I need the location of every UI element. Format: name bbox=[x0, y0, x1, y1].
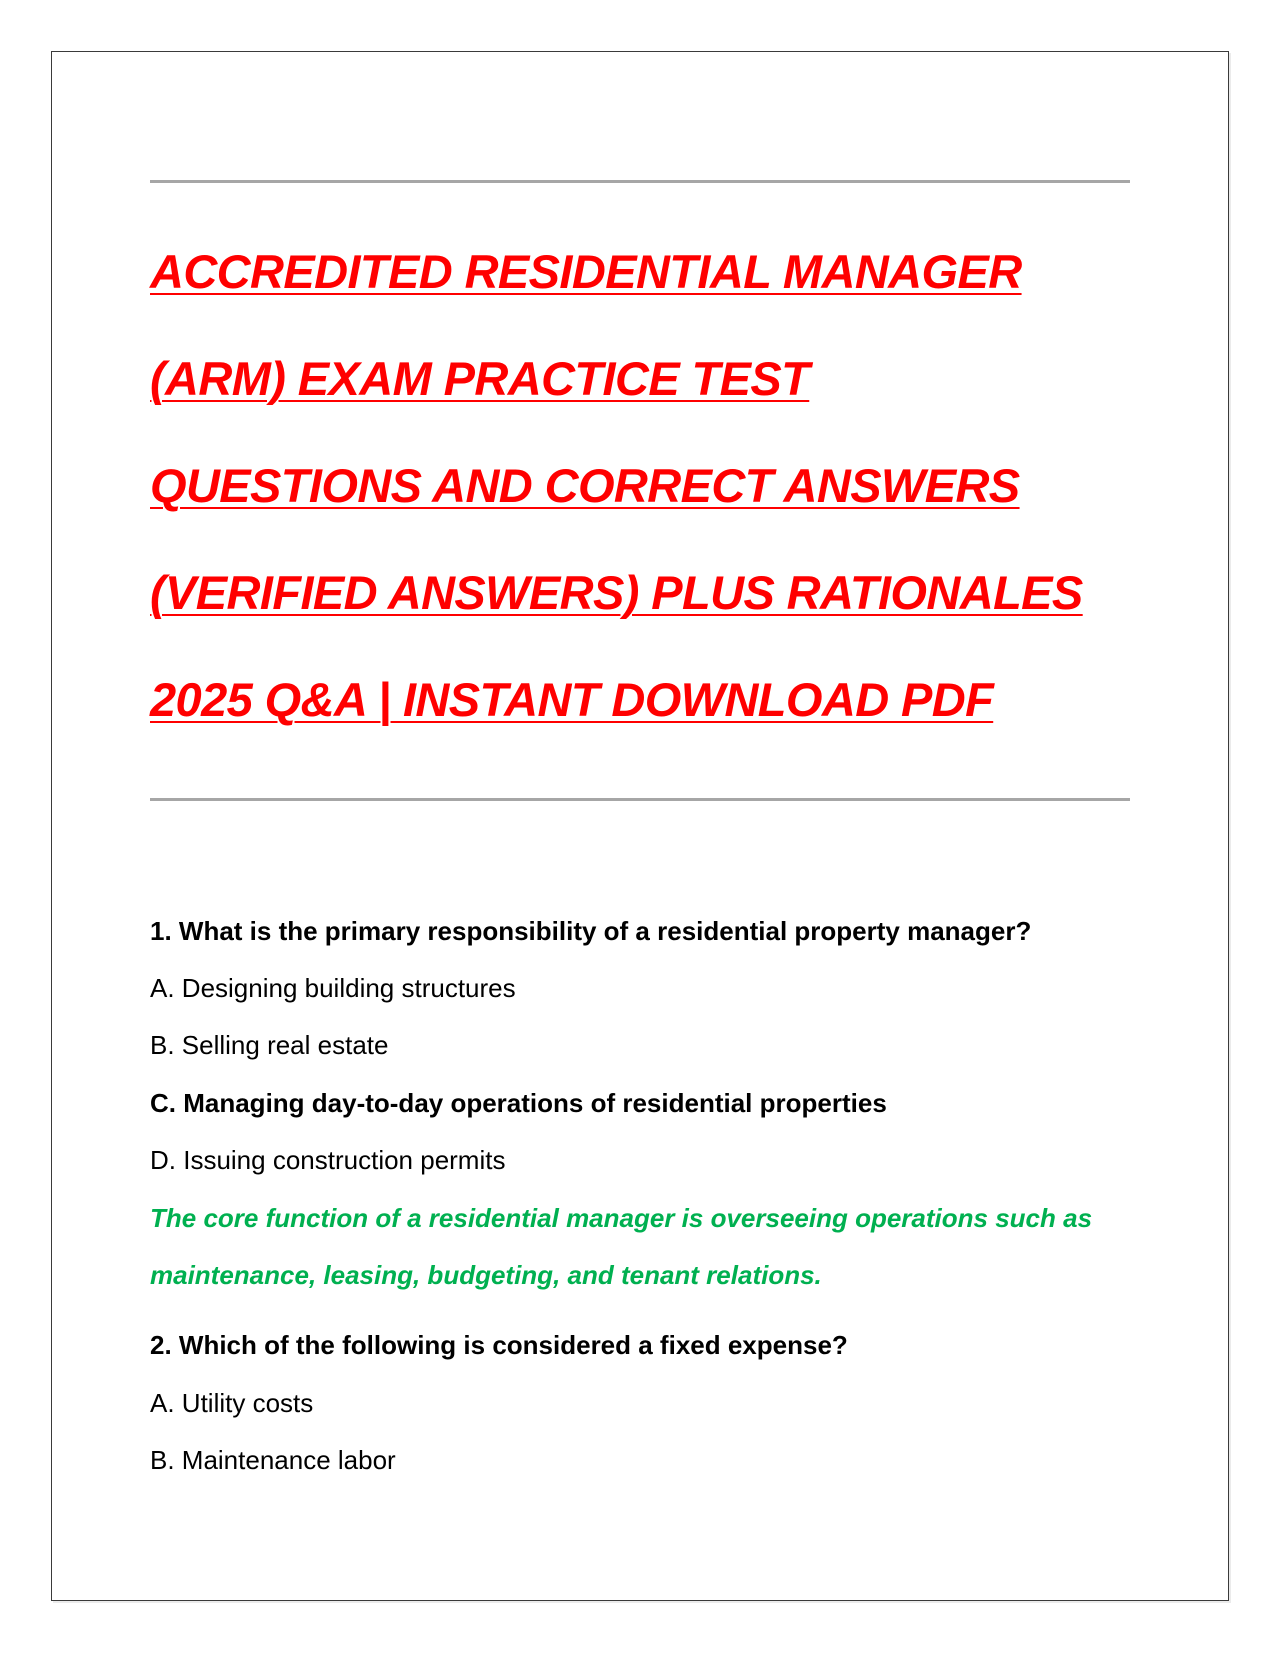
question-2-text: 2. Which of the following is considered a fixed expense? bbox=[150, 1330, 848, 1360]
question-1-rationale-line-1: The core function of a residential manager is overseeing operations such as bbox=[150, 1203, 1093, 1233]
title-line-4: (VERIFIED ANSWERS) PLUS RATIONALES bbox=[150, 566, 1083, 619]
question-1-option-a: A. Designing building structures bbox=[150, 973, 516, 1003]
bottom-divider bbox=[150, 798, 1130, 801]
question-2-option-b: B. Maintenance labor bbox=[150, 1445, 396, 1475]
title-line-3: QUESTIONS AND CORRECT ANSWERS bbox=[150, 459, 1020, 512]
question-1-text: 1. What is the primary responsibility of a residential property manager? bbox=[150, 916, 1032, 946]
question-1-rationale-line-2: maintenance, leasing, budgeting, and tenant relations. bbox=[150, 1260, 822, 1290]
question-1-option-d: D. Issuing construction permits bbox=[150, 1145, 506, 1175]
top-divider bbox=[150, 180, 1130, 183]
question-1-option-c-correct: C. Managing day-to-day operations of residential properties bbox=[150, 1088, 887, 1118]
title-line-5: 2025 Q&A | INSTANT DOWNLOAD PDF bbox=[150, 673, 994, 726]
question-2-option-a: A. Utility costs bbox=[150, 1388, 314, 1418]
title-line-1: ACCREDITED RESIDENTIAL MANAGER bbox=[150, 245, 1022, 298]
document-title bbox=[150, 218, 1140, 753]
question-1-option-b: B. Selling real estate bbox=[150, 1030, 389, 1060]
title-line-2: (ARM) EXAM PRACTICE TEST bbox=[150, 352, 810, 405]
